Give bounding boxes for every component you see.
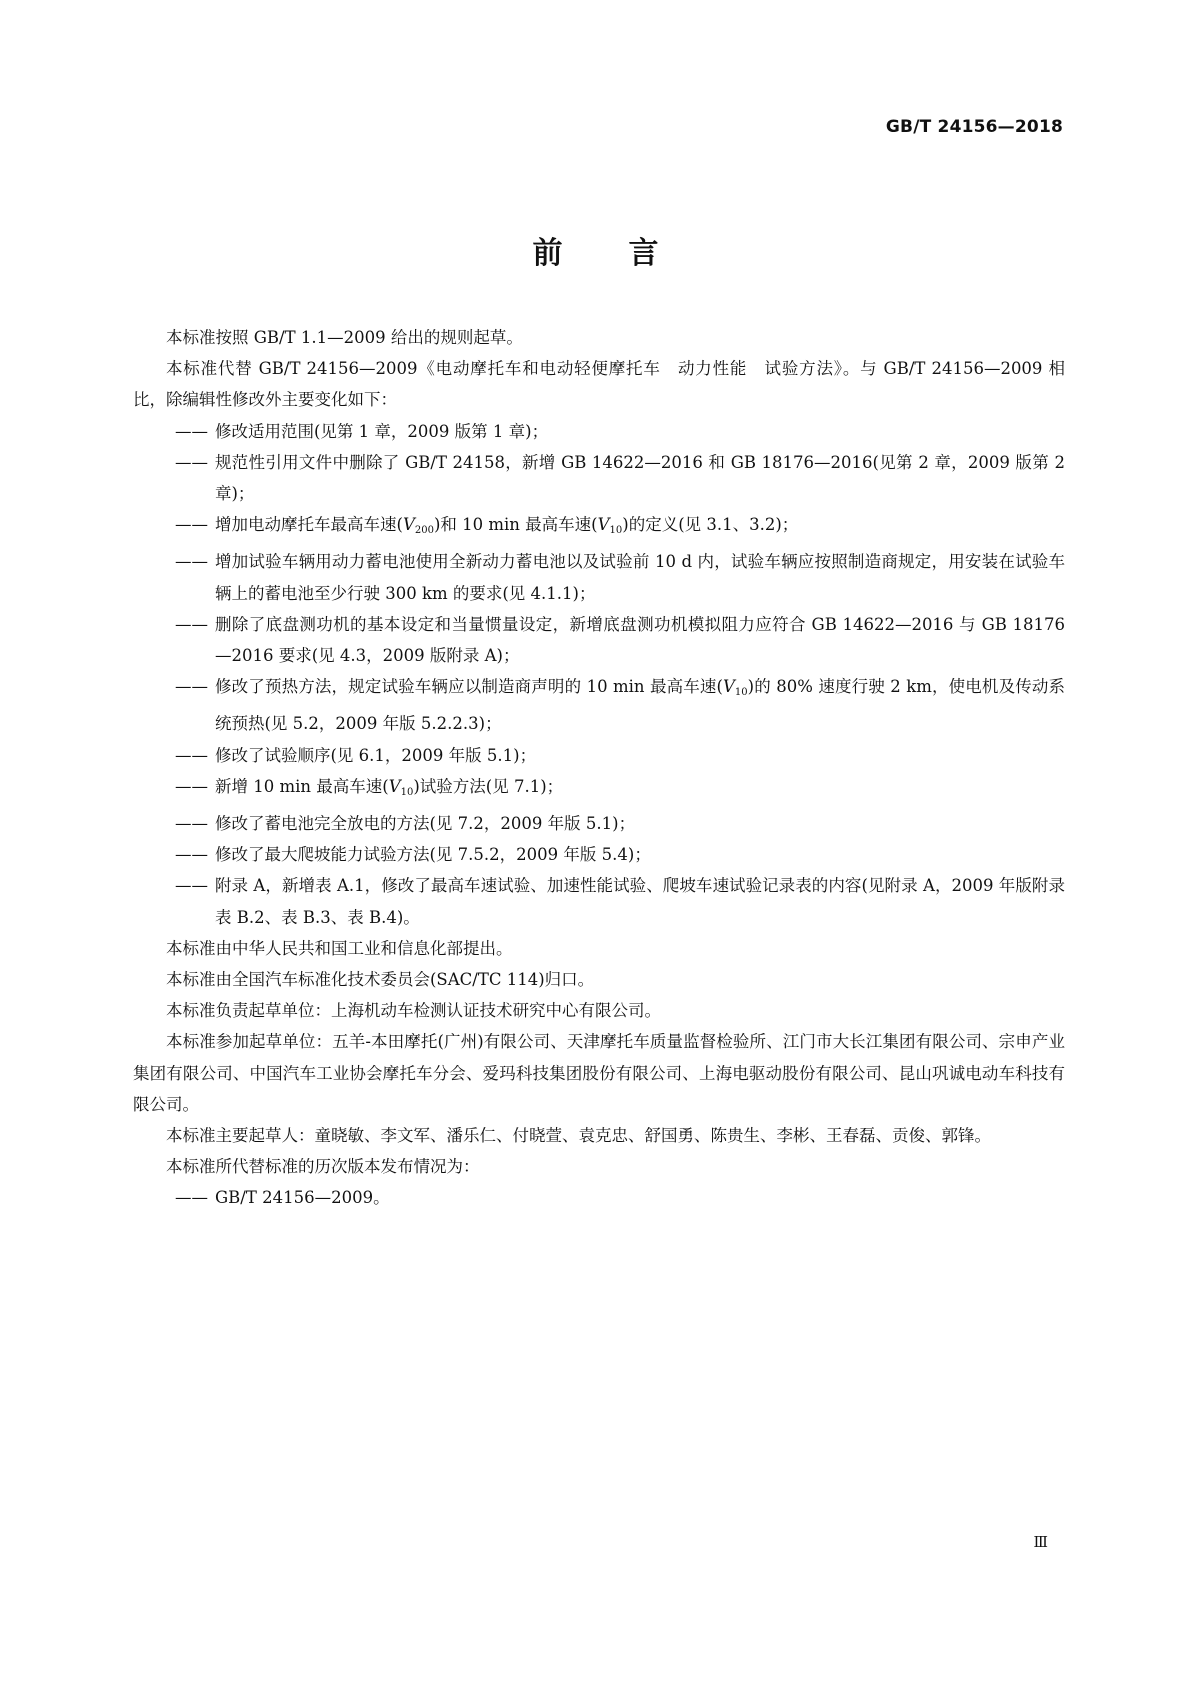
paragraph: 本标准参加起草单位：五羊-本田摩托(广州)有限公司、天津摩托车质量监督检验所、江门市大长江集团有限公司、宗申产业集团有限公司、中国汽车工业协会摩托车分会、爱玛科技集团股份有限公司、上海电驱动股份有限公司、昆山巩诚电动车科技有限公司。 <box>133 1032 1065 1114</box>
title-char-1: 前 <box>532 236 563 271</box>
list-item-text: )的 80% 速度行驶 2 km，使电机及传动系统预热(见 5.2，2009 年版 5.2.2.3)； <box>215 677 1066 734</box>
list-item <box>133 808 1065 839</box>
list-item-text: )试验方法(见 7.1)； <box>413 776 564 796</box>
page-title <box>0 228 1191 272</box>
list-item <box>133 416 1065 447</box>
paragraph: 本标准按照 GB/T 1.1—2009 给出的规则起草。 <box>166 328 523 347</box>
symbol-v: V <box>597 515 610 535</box>
list-dash: —— <box>175 552 208 572</box>
paragraph: 本标准主要起草人：童晓敏、李文军、潘乐仁、付晓萱、袁克忠、舒国勇、陈贵生、李彬、王春磊、贡俊、郭锋。 <box>166 1126 991 1146</box>
list-dash: —— <box>175 1188 208 1208</box>
list-dash: —— <box>175 614 208 634</box>
subscript: 10 <box>734 687 748 699</box>
list-item-text: GB/T 24156—2009。 <box>215 1188 390 1208</box>
list-item <box>133 447 1065 509</box>
list-dash: —— <box>175 745 208 765</box>
title-char-2: 言 <box>628 236 659 271</box>
list-item <box>133 609 1065 671</box>
list-item-text: )和 10 min 最高车速( <box>433 515 598 535</box>
subscript: 10 <box>400 786 414 798</box>
list-item <box>133 870 1065 932</box>
list-item <box>133 671 1065 739</box>
list-dash: —— <box>175 452 208 472</box>
paragraph: 本标准由中华人民共和国工业和信息化部提出。 <box>166 938 513 958</box>
symbol-v: V <box>388 776 401 796</box>
list-item-text: 修改了蓄电池完全放电的方法(见 7.2，2009 年版 5.1)； <box>215 814 636 834</box>
list-item <box>133 546 1065 608</box>
subscript: 10 <box>609 525 623 537</box>
list-dash: —— <box>175 677 208 697</box>
list-item-text: )的定义(见 3.1、3.2)； <box>622 515 799 535</box>
symbol-v: V <box>722 677 735 697</box>
list-dash: —— <box>175 845 208 865</box>
list-item-text: 附录 A，新增表 A.1，修改了最高车速试验、加速性能试验、爬坡车速试验记录表的内容(见附录 A，2009 年版附录表 B.2、表 B.3、表 B.4)。 <box>215 876 1065 927</box>
paragraph: 本标准由全国汽车标准化技术委员会(SAC/TC 114)归口。 <box>166 970 595 990</box>
list-item-text: 增加电动摩托车最高车速( <box>215 515 403 535</box>
list-item <box>133 740 1065 771</box>
list-item <box>133 839 1065 870</box>
list-dash: —— <box>175 776 208 796</box>
page-number: Ⅲ <box>1033 1533 1048 1551</box>
list-item-text: 增加试验车辆用动力蓄电池使用全新动力蓄电池以及试验前 10 d 内，试验车辆应按照制造商规定，用安装在试验车辆上的蓄电池至少行驶 300 km 的要求(见 4.1.1)； <box>215 552 1065 603</box>
list-item-text: 规范性引用文件中删除了 GB/T 24158，新增 GB 14622—2016 和 GB 18176—2016(见第 2 章，2009 版第 2 章)； <box>215 452 1065 504</box>
paragraph: 本标准负责起草单位：上海机动车检测认证技术研究中心有限公司。 <box>166 1001 661 1021</box>
paragraph: 本标准所代替标准的历次版本发布情况为： <box>166 1157 480 1177</box>
list-item <box>133 1182 1065 1213</box>
list-dash: —— <box>175 515 208 535</box>
symbol-v: V <box>402 515 415 535</box>
standard-number: GB/T 24156—2018 <box>885 117 1063 137</box>
subscript: 200 <box>414 525 434 537</box>
list-dash: —— <box>175 421 208 441</box>
list-dash: —— <box>175 814 208 834</box>
list-dash: —— <box>175 876 208 896</box>
list-item-text: 修改了试验顺序(见 6.1，2009 年版 5.1)； <box>215 745 537 765</box>
list-item-text: 修改了预热方法，规定试验车辆应以制造商声明的 10 min 最高车速( <box>215 677 723 697</box>
list-item-text: 新增 10 min 最高车速( <box>215 776 389 796</box>
list-item <box>133 509 1065 546</box>
list-item-text: 修改适用范围(见第 1 章，2009 版第 1 章)； <box>215 421 549 441</box>
paragraph: 本标准代替 GB/T 24156—2009《电动摩托车和电动轻便摩托车 动力性能 试验方法》。与 GB/T 24156—2009 相比，除编辑性修改外主要变化如下： <box>133 359 1065 410</box>
list-item <box>133 771 1065 808</box>
foreword-body <box>133 322 1065 1214</box>
list-item-text: 删除了底盘测功机的基本设定和当量惯量设定，新增底盘测功机模拟阻力应符合 GB 14622—2016 与 GB 18176—2016 要求(见 4.3，2009 版附录 A)； <box>215 614 1065 666</box>
list-item-text: 修改了最大爬坡能力试验方法(见 7.5.2，2009 年版 5.4)； <box>215 845 651 865</box>
